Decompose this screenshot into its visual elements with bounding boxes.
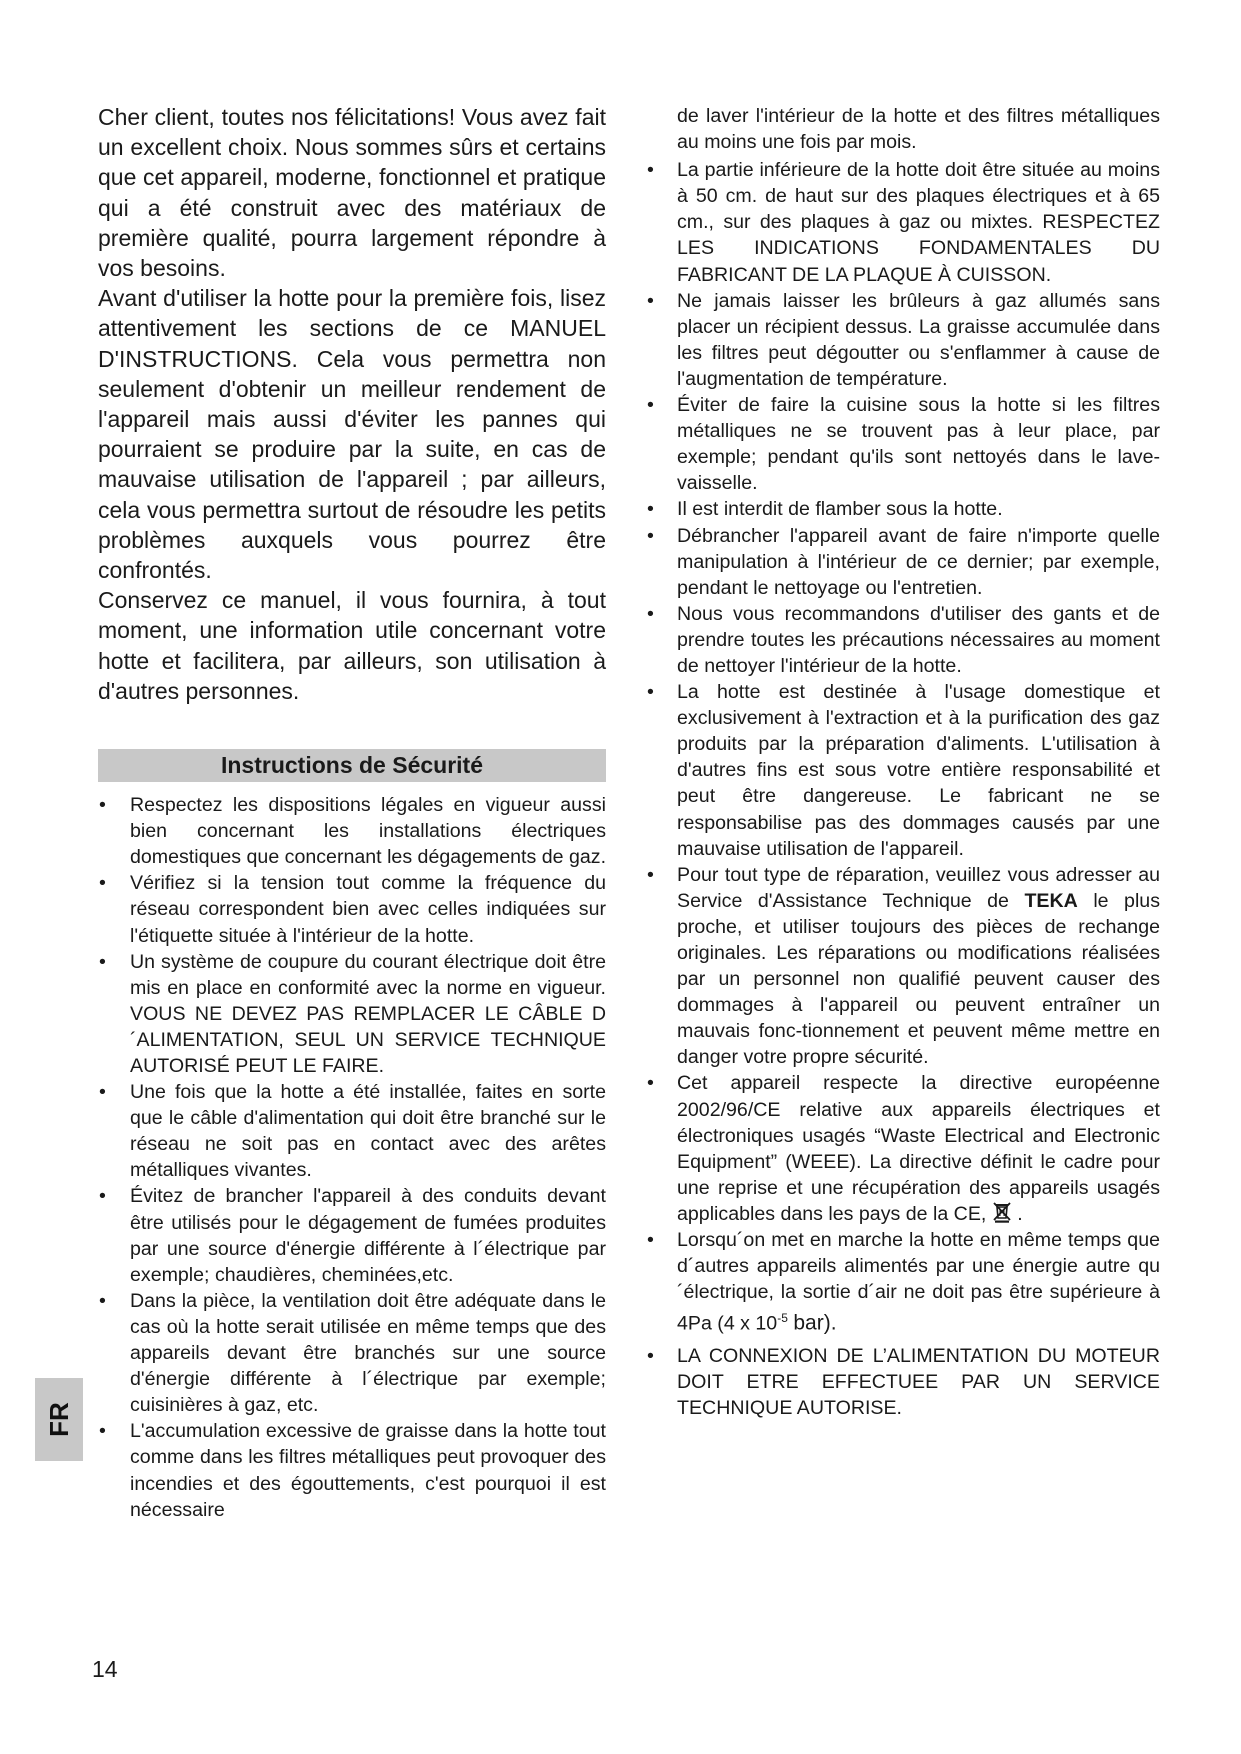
list-item: • Évitez de brancher l'appareil à des conduits devant être utilisés pour le dégagement de fumées produites par une source d'énergie différente à l´électrique par exemple; chaudières, cheminées,etc. (98, 1183, 606, 1287)
weee-text-end: . (1017, 1202, 1023, 1225)
intro-paragraph: Avant d'utiliser la hotte pour la première fois, lisez attentivement les sections de ce MANUEL D'INSTRUCTIONS. Cela vous permettra non seulement d'obtenir un meilleur rendement de l'appareil mais aussi d'éviter les pannes qui pourraient se produire par la suite, en cas de mauvaise utilisation de l'appareil ; par ailleurs, cela vous permettra surtout de résoudre les petits problèmes auxquels vous pourrez être confrontés. (98, 285, 606, 584)
intro-text (98, 102, 606, 706)
right-column (646, 103, 1160, 1421)
list-item-final-notice: • LA CONNEXION DE L’ALIMENTATION DU MOTEUR DOIT ETRE EFFECTUEE PAR UN SERVICE TECHNIQUE AUTORISE. (646, 1343, 1160, 1421)
repair-text-before: Pour tout type de réparation, veuillez vous adresser au Service d'Assistance Technique de (677, 863, 1160, 912)
list-item: • Ne jamais laisser les brûleurs à gaz allumés sans placer un récipient dessus. La graisse accumulée dans les filtres peut dégoutter ou s'enflammer à cause de l'augmentation de température. (646, 288, 1160, 392)
list-item: • Un système de coupure du courant électrique doit être mis en place en conformité avec la norme en vigueur. VOUS NE DEVEZ PAS REMPLACER LE CÂBLE D´ALIMENTATION, SEUL UN SERVICE TECHNIQUE AUTORISÉ PEUT LE FAIRE. (98, 949, 606, 1079)
repair-text-after: le plus proche, et utiliser toujours des pièces de rechange originales. Les réparations ou modifications réalisées par un personnel non qualifié peuvent causer des dommages à l'appareil ou peuvent entraîner un mauvais fonc-tionnement et peuvent même mettre en danger votre propre sécurité. (677, 889, 1160, 1069)
list-item-pressure (646, 1227, 1160, 1337)
list-item: • Vérifiez si la tension tout comme la fréquence du réseau correspondent bien avec celles indiquées sur l'étiquette située à l'intérieur de la hotte. (98, 870, 606, 948)
language-tab (35, 1378, 83, 1461)
list-item: • Nous vous recommandons d'utiliser des gants et de prendre toutes les précautions nécessaires au moment de nettoyer l'intérieur de la hotte. (646, 601, 1160, 679)
list-item: • Il est interdit de flamber sous la hotte. (646, 496, 1160, 522)
list-item: • Respectez les dispositions légales en vigueur aussi bien concernant les installations électriques domestiques que concernant les dégagements de gaz. (98, 792, 606, 870)
list-item-weee (646, 1070, 1160, 1227)
list-item: • Dans la pièce, la ventilation doit être adéquate dans le cas où la hotte serait utilisée en même temps que des appareils devant être branchés sur une source d'énergie différente à l´électrique par exemple; cuisinières à gaz, etc. (98, 1288, 606, 1418)
intro-paragraph: Conservez ce manuel, il vous fournira, à tout moment, une information utile concernant votre hotte et facilitera, par ailleurs, son utilisation à d'autres personnes. (98, 587, 606, 704)
list-item: • Une fois que la hotte a été installée, faites en sorte que le câble d'alimentation qui doit être branché sur le réseau ne soit pas en contact avec des arêtes métalliques vivantes. (98, 1079, 606, 1183)
list-item: • Éviter de faire la cuisine sous la hotte si les filtres métalliques ne se trouvent pas à leur place, par exemple; pendant qu'ils sont nettoyés dans le lave-vaisselle. (646, 392, 1160, 496)
left-column (98, 102, 606, 1523)
pressure-exponent: -5 (777, 1311, 788, 1326)
list-item: • La partie inférieure de la hotte doit être située au moins à 50 cm. de haut sur des plaques électriques et à 65 cm., sur des plaques à gaz ou mixtes. RESPECTEZ LES INDICATIONS FONDAMENTALES DU FABRICANT DE LA PLAQUE À CUISSON. (646, 157, 1160, 287)
pressure-text: Lorsqu´on met en marche la hotte en même temps que d´autres appareils alimentés par une énergie autre qu´électrique, la sortie d´air ne doit pas être supérieure à 4Pa (4 x 10 (677, 1229, 1160, 1335)
list-item: • L'accumulation excessive de graisse dans la hotte tout comme dans les filtres métalliques peut provoquer des incendies et des égouttements, c'est pourquoi il est nécessaire (98, 1418, 606, 1522)
list-item: • La hotte est destinée à l'usage domestique et exclusivement à l'extraction et à la purification des gaz produits par la préparation d'aliments. L'utilisation à d'autres fins est sous votre entière responsabilité et peut être dangereuse. Le fabricant ne se responsabilise pas des dommages causés par une mauvaise utilisation de l'appareil. (646, 679, 1160, 862)
brand-name: TEKA (1024, 889, 1078, 912)
list-item: • Débrancher l'appareil avant de faire n'importe quelle manipulation à l'intérieur de ce dernier; par exemple, pendant le nettoyage ou l'entretien. (646, 523, 1160, 601)
language-tab-label: FR (43, 1402, 74, 1437)
continued-list-text: de laver l'intérieur de la hotte et des filtres métalliques au moins une fois par mois. (677, 105, 1160, 154)
right-safety-list (646, 157, 1160, 1421)
weee-text: Cet appareil respecte la directive européenne 2002/96/CE relative aux appareils électriques et électroniques usagés “Waste Electrical and Electronic Equipment” (WEEE). La directive définit le cadre pour une reprise et une récupération des appareils usagés applicables dans les pays de la CE, (677, 1072, 1160, 1225)
safety-section-heading: Instructions de Sécurité (98, 749, 606, 782)
list-item-repair (646, 862, 1160, 1071)
crossed-out-bin-icon (992, 1201, 1012, 1223)
intro-paragraph: Cher client, toutes nos félicitations! Vous avez fait un excellent choix. Nous sommes sûrs et certains que cet appareil, moderne, fonctionnel et pratique qui a été construit avec des matériaux de première qualité, pourra largement répondre à vos besoins. (98, 104, 606, 282)
page-number: 14 (92, 1656, 118, 1682)
left-safety-list (98, 792, 606, 1523)
pressure-unit: bar). (793, 1311, 837, 1335)
